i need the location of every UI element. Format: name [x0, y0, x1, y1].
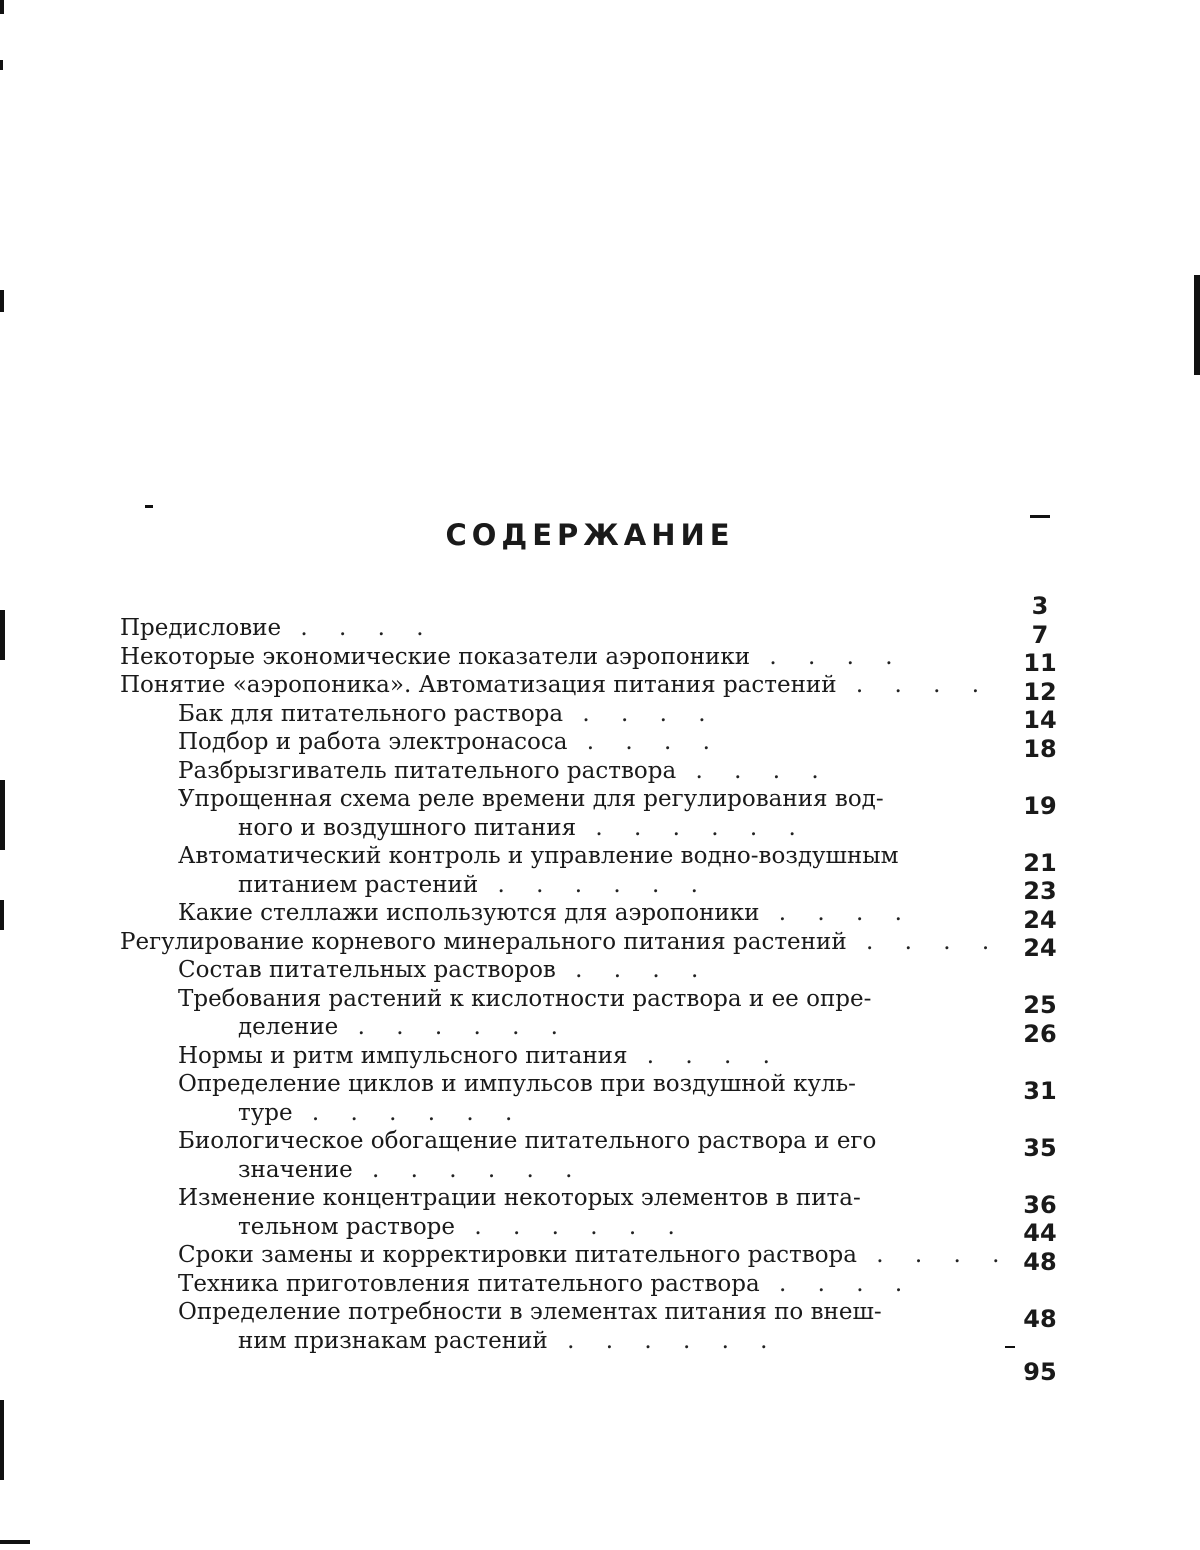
toc-entry: [120, 1070, 965, 1099]
scan-mark: [0, 0, 4, 14]
dot-leader: . . . . . .: [338, 1014, 570, 1040]
toc-page-number: 48: [1010, 1305, 1070, 1334]
toc-entry: [120, 899, 965, 928]
scan-mark: [1005, 1346, 1015, 1348]
toc-entry: [120, 985, 965, 1014]
toc-entry-continuation: [120, 814, 965, 843]
page-number: 95: [1010, 1358, 1070, 1386]
toc-entry-title: Сроки замены и корректировки питательного раствора: [178, 1242, 857, 1268]
dot-leader: . . . .: [628, 1043, 783, 1069]
toc-entry-title: Некоторые экономические показатели аэропоники: [120, 644, 750, 670]
toc-entry-continuation: [120, 871, 965, 900]
toc-page-number: 14: [1010, 706, 1070, 735]
table-of-contents: [120, 614, 965, 1355]
toc-page-number: 24: [1010, 906, 1070, 935]
toc-entry: [120, 1127, 965, 1156]
toc-entry: [120, 928, 965, 957]
toc-entry-title: Изменение концентрации некоторых элементов в пита-: [178, 1185, 861, 1211]
toc-entry-title: Предисловие: [120, 615, 281, 641]
toc-entry-title: Автоматический контроль и управление водно-воздушным: [178, 843, 898, 869]
toc-page-number: 25: [1010, 991, 1070, 1020]
toc-entry: [120, 728, 965, 757]
scanned-page: [0, 0, 1200, 1550]
toc-entry-title-continued: туре: [238, 1100, 293, 1126]
toc-entry-title-continued: значение: [238, 1157, 353, 1183]
dot-leader: . . . .: [750, 644, 905, 670]
dot-leader: . . . .: [563, 701, 718, 727]
toc-entry: [120, 1270, 965, 1299]
toc-entry: [120, 785, 965, 814]
toc-entry-title-continued: деление: [238, 1014, 338, 1040]
toc-entry: [120, 700, 965, 729]
toc-entry-title: Определение циклов и импульсов при воздушной куль-: [178, 1071, 856, 1097]
toc-page-number: 23: [1010, 877, 1070, 906]
scan-mark: [1194, 275, 1200, 375]
toc-page-number: 18: [1010, 735, 1070, 764]
dot-leader: . . . . . .: [478, 872, 710, 898]
toc-entry-title-continued: тельном растворе: [238, 1214, 455, 1240]
scan-mark: [0, 780, 5, 850]
page-numbers-column: [1010, 592, 1070, 1333]
page-number-spacer: [1010, 1048, 1070, 1077]
toc-entry-title: Определение потребности в элементах питания по внеш-: [178, 1299, 882, 1325]
dot-leader: . . . .: [759, 900, 914, 926]
toc-entry-continuation: [120, 1327, 965, 1356]
dot-leader: . . . .: [857, 1242, 1012, 1268]
scan-mark: [0, 900, 4, 930]
dot-leader: . . . .: [847, 929, 1002, 955]
toc-entry-continuation: [120, 1156, 965, 1185]
toc-entry-continuation: [120, 1013, 965, 1042]
dot-leader: . . . . . .: [455, 1214, 687, 1240]
toc-page-number: 35: [1010, 1134, 1070, 1163]
page-number-spacer: [1010, 1276, 1070, 1305]
toc-entry: [120, 643, 965, 672]
toc-entry-title: Упрощенная схема реле времени для регулирования вод-: [178, 786, 884, 812]
toc-page-number: 3: [1010, 592, 1070, 621]
toc-entry: [120, 956, 965, 985]
scan-mark: [0, 1540, 30, 1544]
scan-mark: [145, 505, 153, 508]
page-number-spacer: [1010, 820, 1070, 849]
page-number-spacer: [1010, 1162, 1070, 1191]
toc-entry: [120, 614, 965, 643]
toc-entry-title: Регулирование корневого минерального питания растений: [120, 929, 847, 955]
dot-leader: . . . .: [567, 729, 722, 755]
toc-entry-title: Техника приготовления питательного раствора: [178, 1271, 760, 1297]
toc-page-number: 48: [1010, 1248, 1070, 1277]
toc-entry-title: Биологическое обогащение питательного раствора и его: [178, 1128, 876, 1154]
scan-mark: [0, 60, 3, 70]
scan-mark: [0, 290, 4, 312]
toc-entry: [120, 1042, 965, 1071]
dot-leader: . . . . . .: [353, 1157, 585, 1183]
dot-leader: . . . .: [760, 1271, 915, 1297]
toc-page-number: 12: [1010, 678, 1070, 707]
page-number-spacer: [1010, 1105, 1070, 1134]
toc-entry-title: Какие стеллажи используются для аэропоники: [178, 900, 759, 926]
toc-page-number: 24: [1010, 934, 1070, 963]
toc-entry: [120, 757, 965, 786]
toc-entry: [120, 1298, 965, 1327]
toc-entry-title-continued: питанием растений: [238, 872, 478, 898]
toc-entry: [120, 1184, 965, 1213]
toc-entry-continuation: [120, 1213, 965, 1242]
toc-entry-title-continued: ного и воздушного питания: [238, 815, 576, 841]
toc-entry-continuation: [120, 1099, 965, 1128]
toc-entry: [120, 1241, 965, 1270]
toc-entry: [120, 842, 965, 871]
page-number-spacer: [1010, 963, 1070, 992]
toc-entry-title: Состав питательных растворов: [178, 957, 556, 983]
toc-entry-title: Требования растений к кислотности раствора и ее опре-: [178, 986, 871, 1012]
scan-mark: [0, 610, 5, 660]
dot-leader: . . . .: [676, 758, 831, 784]
dot-leader: . . . . . .: [576, 815, 808, 841]
toc-page-number: 11: [1010, 649, 1070, 678]
toc-page-number: 44: [1010, 1219, 1070, 1248]
toc-page-number: 7: [1010, 621, 1070, 650]
toc-entry-title: Подбор и работа электронасоса: [178, 729, 567, 755]
dot-leader: . . . .: [837, 672, 992, 698]
toc-page-number: 26: [1010, 1020, 1070, 1049]
toc-entry: [120, 671, 965, 700]
toc-page-number: 19: [1010, 792, 1070, 821]
scan-mark: [1030, 515, 1050, 518]
dot-leader: . . . . . .: [548, 1328, 780, 1354]
toc-entry-title: Понятие «аэропоника». Автоматизация питания растений: [120, 672, 837, 698]
toc-page-number: 36: [1010, 1191, 1070, 1220]
toc-page-number: 31: [1010, 1077, 1070, 1106]
dot-leader: . . . . . .: [293, 1100, 525, 1126]
scan-mark: [0, 1400, 4, 1480]
toc-entry-title-continued: ним признакам растений: [238, 1328, 548, 1354]
toc-page-number: 21: [1010, 849, 1070, 878]
toc-entry-title: Разбрызгиватель питательного раствора: [178, 758, 676, 784]
page-title: СОДЕРЖАНИЕ: [380, 518, 800, 552]
toc-entry-title: Бак для питательного раствора: [178, 701, 563, 727]
dot-leader: . . . .: [556, 957, 711, 983]
page-number-spacer: [1010, 763, 1070, 792]
dot-leader: . . . .: [281, 615, 436, 641]
toc-entry-title: Нормы и ритм импульсного питания: [178, 1043, 628, 1069]
